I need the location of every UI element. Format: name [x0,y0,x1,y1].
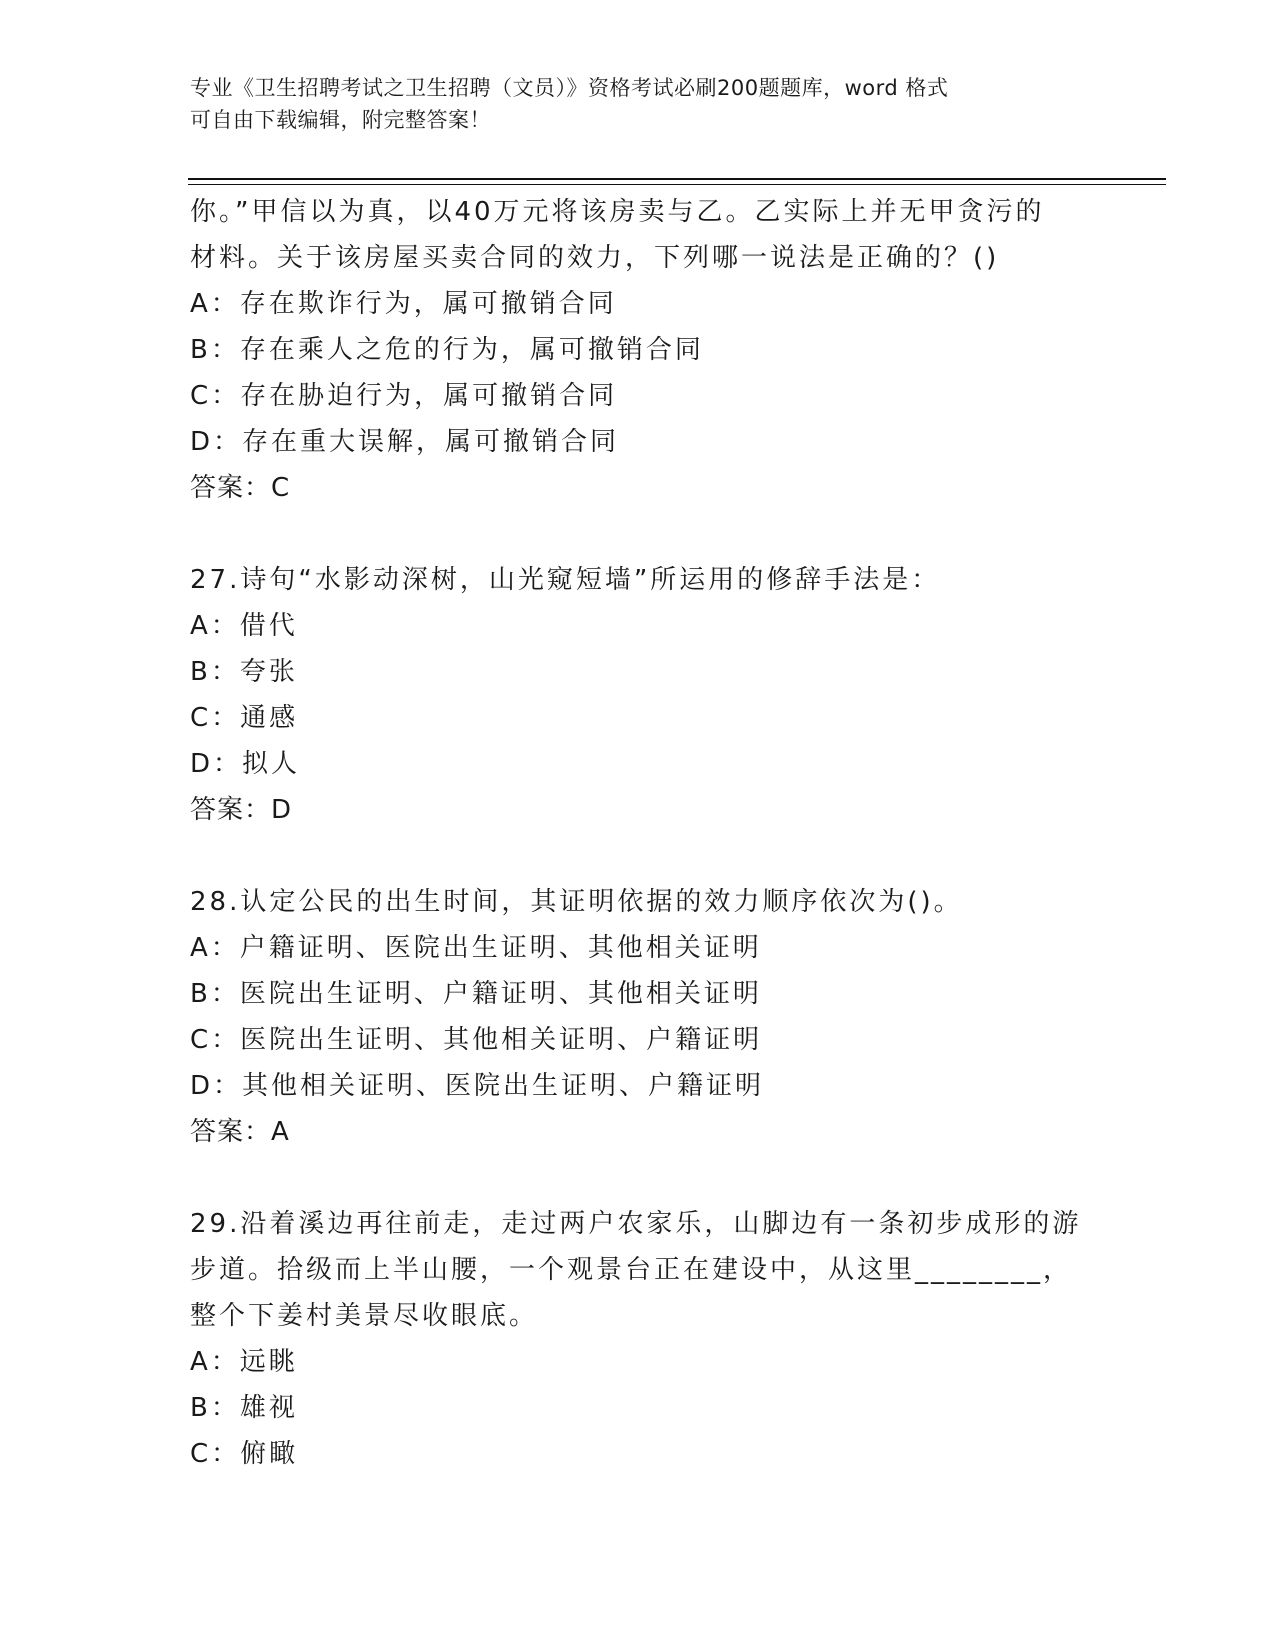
option-c: C：医院出生证明、其他相关证明、户籍证明 [190,1025,763,1055]
question-text-line: 27.诗句“水影动深树，山光窥短墙”所运用的修辞手法是： [190,565,941,595]
question-text-line: 28.认定公民的出生时间，其证明依据的效力顺序依次为()。 [190,887,963,917]
option-d: D：其他相关证明、医院出生证明、户籍证明 [190,1071,765,1101]
option-a: A：存在欺诈行为，属可撤销合同 [190,289,617,319]
option-d: D：存在重大误解，属可撤销合同 [190,427,620,457]
option-a: A：户籍证明、医院出生证明、其他相关证明 [190,933,762,963]
option-b: B：医院出生证明、户籍证明、其他相关证明 [190,979,762,1009]
option-c: C：通感 [190,703,299,733]
question-28 [190,879,1150,1155]
option-c: C：俯瞰 [190,1439,299,1469]
spacer [190,511,1150,557]
header-rule-thin [188,184,1166,185]
document-header [190,72,1090,136]
question-text-line: 步道。拾级而上半山腰，一个观景台正在建设中，从这里________， [190,1255,1073,1285]
question-list [190,189,1150,1477]
question-text-line: 你。”甲信以为真，以40万元将该房卖与乙。乙实际上并无甲贪污的 [190,197,1045,227]
question-29 [190,1201,1150,1477]
option-b: B：存在乘人之危的行为，属可撤销合同 [190,335,704,365]
option-b: B：雄视 [190,1393,298,1423]
question-26 [190,189,1150,511]
option-b: B：夸张 [190,657,298,687]
option-c: C：存在胁迫行为，属可撤销合同 [190,381,618,411]
answer: 答案：C [190,473,291,503]
spacer [190,833,1150,879]
option-a: A：远眺 [190,1347,298,1377]
spacer [190,1155,1150,1201]
question-text-line: 材料。关于该房屋买卖合同的效力，下列哪一说法是正确的？() [190,243,1000,273]
header-rule-thick [188,178,1166,180]
answer: 答案：D [190,795,293,825]
option-d: D：拟人 [190,749,301,779]
answer: 答案：A [190,1117,290,1147]
header-line-2: 可自由下载编辑，附完整答案！ [190,108,491,132]
question-27 [190,557,1150,833]
option-a: A：借代 [190,611,298,641]
question-text-line: 29.沿着溪边再往前走，走过两户农家乐，山脚边有一条初步成形的游 [190,1209,1082,1239]
question-text-line: 整个下姜村美景尽收眼底。 [190,1301,539,1331]
header-line-1: 专业《卫生招聘考试之卫生招聘（文员）》资格考试必刷200题题库，word 格式 [190,76,949,100]
